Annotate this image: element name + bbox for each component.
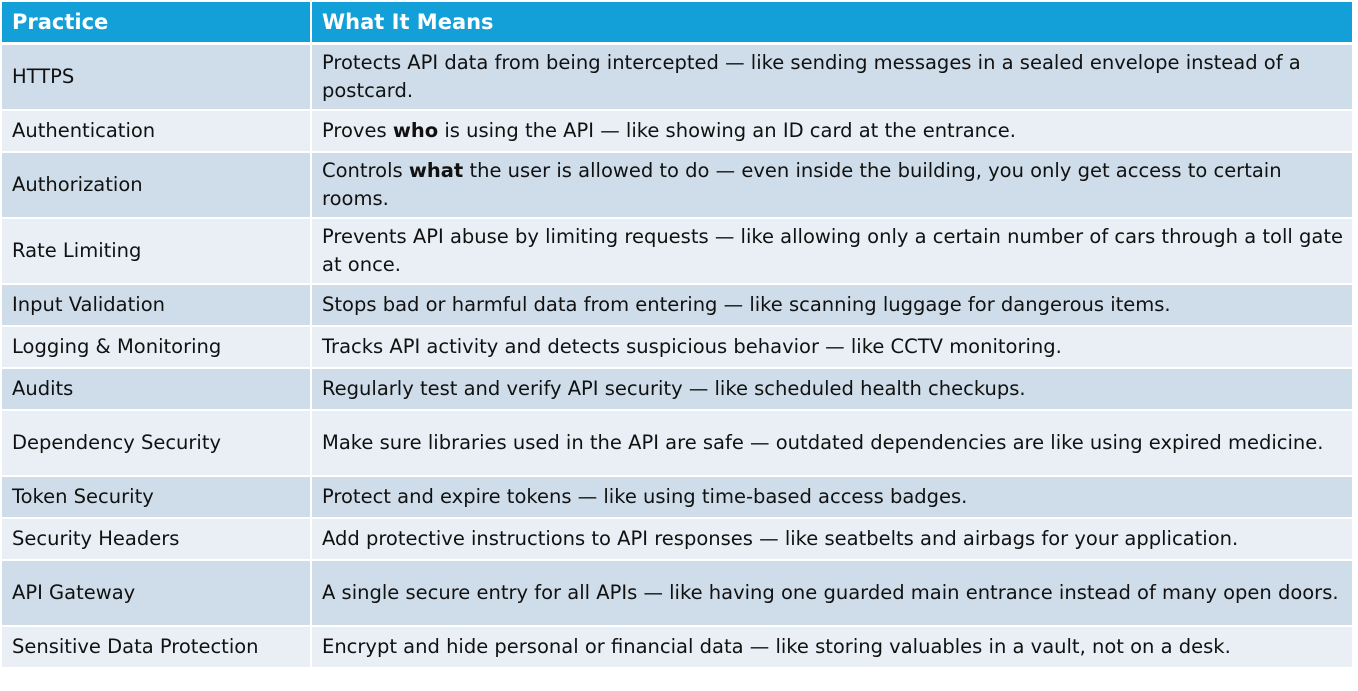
meaning-cell: Encrypt and hide personal or financial data — like storing valuables in a vault, not on a desk. [311, 626, 1352, 668]
meaning-cell: Controls what the user is allowed to do — even inside the building, you only get access to certain rooms. [311, 152, 1352, 218]
table-header-row [2, 2, 1352, 44]
practice-cell: Authentication [2, 110, 311, 152]
practice-cell: Token Security [2, 476, 311, 518]
table-row [2, 152, 1352, 218]
meaning-cell: Proves who is using the API — like showing an ID card at the entrance. [311, 110, 1352, 152]
practice-cell: Input Validation [2, 284, 311, 326]
practice-cell: Logging & Monitoring [2, 326, 311, 368]
practice-cell: HTTPS [2, 44, 311, 111]
table-row [2, 368, 1352, 410]
table-row [2, 476, 1352, 518]
meaning-cell: Regularly test and verify API security — like scheduled health checkups. [311, 368, 1352, 410]
practice-cell: Sensitive Data Protection [2, 626, 311, 668]
table-row [2, 284, 1352, 326]
practice-cell: Audits [2, 368, 311, 410]
table-row [2, 110, 1352, 152]
meaning-cell: Protect and expire tokens — like using time-based access badges. [311, 476, 1352, 518]
table-row [2, 44, 1352, 111]
practice-cell: Dependency Security [2, 410, 311, 476]
meaning-cell: Stops bad or harmful data from entering — like scanning luggage for dangerous items. [311, 284, 1352, 326]
meaning-cell: Add protective instructions to API responses — like seatbelts and airbags for your application. [311, 518, 1352, 560]
practice-cell: Rate Limiting [2, 218, 311, 284]
practice-cell: Security Headers [2, 518, 311, 560]
practice-cell: API Gateway [2, 560, 311, 626]
table-row [2, 560, 1352, 626]
practices-table [2, 2, 1352, 669]
meaning-cell: Protects API data from being intercepted — like sending messages in a sealed envelope instead of a postcard. [311, 44, 1352, 111]
meaning-cell: A single secure entry for all APIs — like having one guarded main entrance instead of many open doors. [311, 560, 1352, 626]
table-row [2, 218, 1352, 284]
practice-cell: Authorization [2, 152, 311, 218]
practices-table-container [2, 2, 1352, 669]
header-practice: Practice [2, 2, 311, 44]
table-row [2, 410, 1352, 476]
meaning-cell: Tracks API activity and detects suspicious behavior — like CCTV monitoring. [311, 326, 1352, 368]
table-row [2, 326, 1352, 368]
table-row [2, 518, 1352, 560]
meaning-cell: Make sure libraries used in the API are safe — outdated dependencies are like using expired medicine. [311, 410, 1352, 476]
meaning-cell: Prevents API abuse by limiting requests — like allowing only a certain number of cars through a toll gate at once. [311, 218, 1352, 284]
table-row [2, 626, 1352, 668]
header-what-it-means: What It Means [311, 2, 1352, 44]
